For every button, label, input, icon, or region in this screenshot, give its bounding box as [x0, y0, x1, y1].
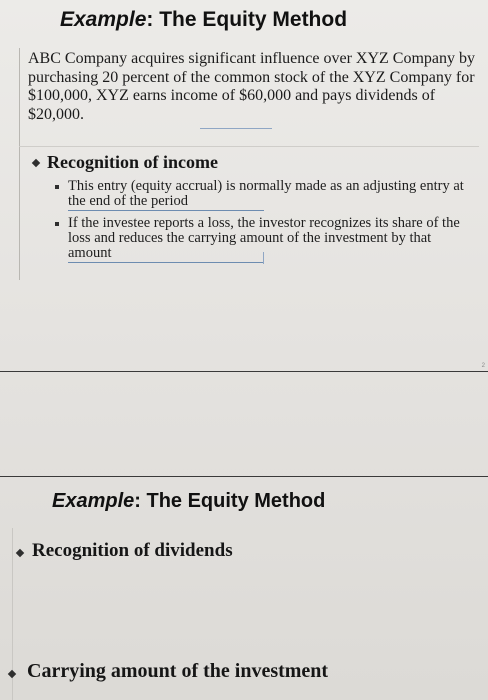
slide-2-title-prefix: Example: [52, 490, 135, 512]
bullet-recognition-of-dividends: Recognition of dividends: [32, 540, 233, 561]
pen-underline-mark: [200, 128, 272, 129]
square-bullet-icon: [55, 185, 59, 189]
pen-mark: [263, 252, 264, 264]
slide-2-title: [52, 490, 325, 513]
slide-1-section-rule: [19, 146, 479, 147]
diamond-bullet-icon: [32, 159, 40, 167]
intro-paragraph: ABC Company acquires significant influence over XYZ Company by purchasing 20 percent of the common stock of the XYZ Company for $100,000, XYZ earns income of $60,000 and pays dividends of $20,000.: [28, 50, 476, 123]
slide-2-title-rest: : The Equity Method: [134, 490, 326, 512]
slide-1-title-rest: : The Equity Method: [146, 8, 348, 31]
sub-item-investee-loss: If the investee reports a loss, the investor recognizes its share of the loss and reduces the carrying amount of the investment by that amount: [68, 215, 460, 261]
sub-item-equity-accrual: This entry (equity accrual) is normally made as an adjusting entry at the end of the period: [68, 178, 464, 209]
slide-divider-top: [0, 371, 488, 372]
pen-underline-mark: [68, 262, 263, 263]
slide-1-title-prefix: Example: [60, 8, 147, 31]
page-number: 2: [481, 363, 485, 369]
bullet-carrying-amount: Carrying amount of the investment: [27, 660, 329, 682]
bullet-recognition-of-income: Recognition of income: [47, 152, 218, 172]
pen-underline-mark: [68, 210, 264, 211]
diamond-bullet-icon: [8, 670, 16, 678]
slide-1-left-border: [19, 48, 20, 280]
diamond-bullet-icon: [16, 549, 24, 557]
square-bullet-icon: [55, 222, 59, 226]
slide-1-title: [60, 8, 347, 32]
slide-divider-bottom: [0, 476, 488, 477]
